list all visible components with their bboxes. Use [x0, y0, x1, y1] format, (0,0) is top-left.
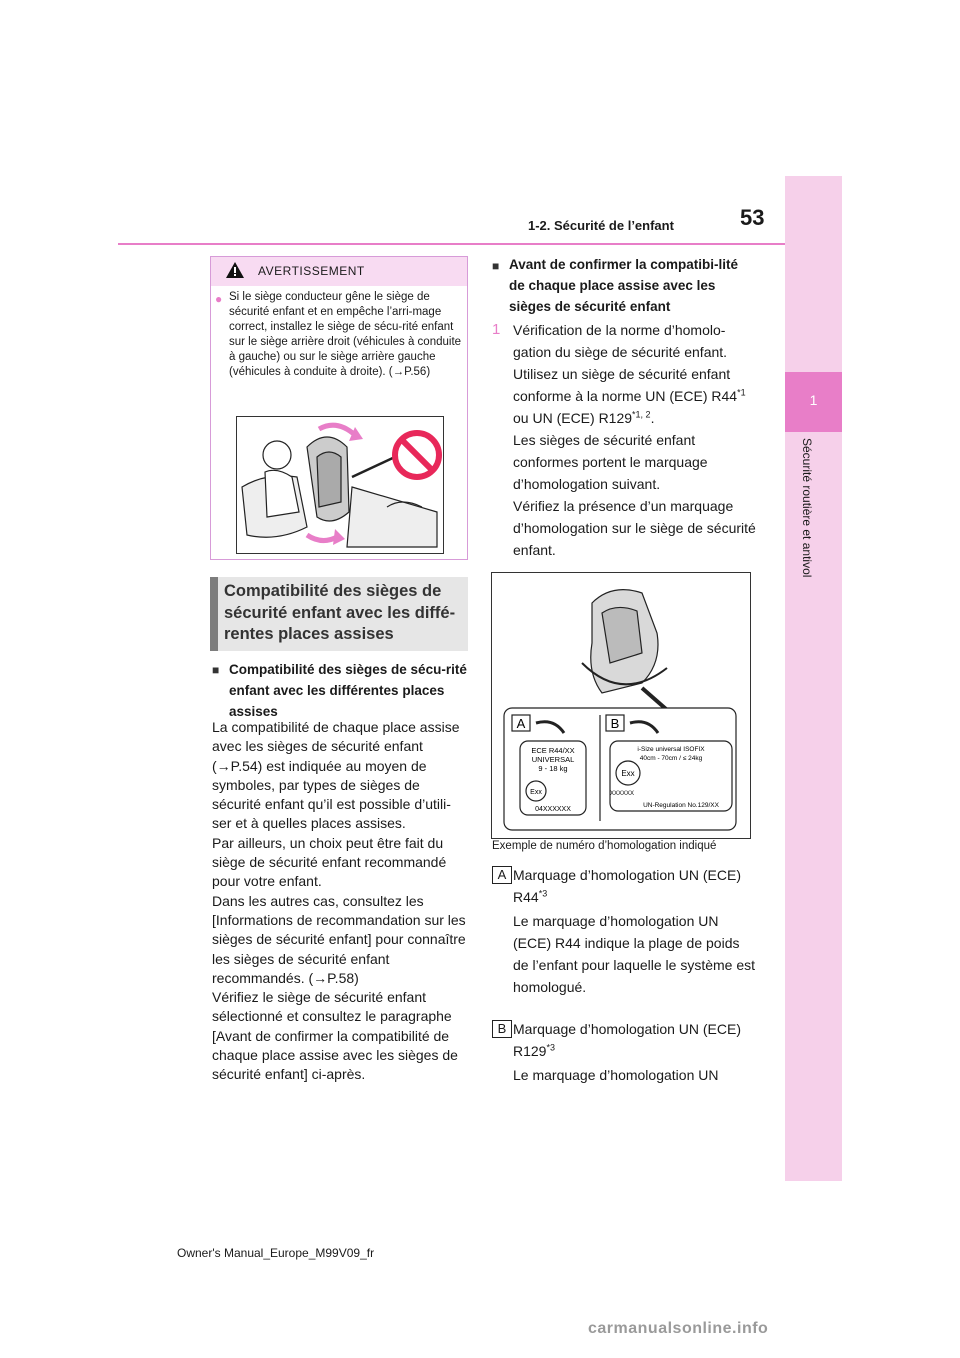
step-line: Vérification de la norme d’homolo-gation du siège de sécurité enfant. — [513, 322, 728, 360]
approval-mark-illustration — [491, 572, 751, 839]
ece-a-line1: ECE R44/XX — [531, 746, 575, 755]
section-heading-bar — [210, 577, 218, 651]
step-line: Les sièges de sécurité enfant conformes portent le marquage d’homologation suivant. — [513, 432, 708, 492]
square-bullet-icon: ■ — [492, 259, 500, 273]
mark-b-text — [513, 1018, 758, 1087]
step-text — [513, 319, 763, 561]
driver-seat-illustration — [236, 416, 444, 554]
figure-label-a: A — [516, 716, 526, 731]
mark-a-text — [513, 864, 758, 999]
mark-a-title: Marquage d’homologation UN (ECE) R44$^{*3}$ — [513, 867, 741, 905]
step-line: Utilisez un siège de sécurité enfant conforme à la norme UN (ECE) R44$^{*1}$ ou UN (ECE) R129$^{*1, 2}$. — [513, 366, 746, 426]
chapter-title-text: Sécurité routière et antivol — [800, 438, 814, 578]
chapter-side-tab — [785, 176, 842, 1181]
subheading-compatibility: Compatibilité des sièges de sécu-rité enfant avec les différentes places assises — [229, 662, 467, 719]
ece-a-code: 04XXXXXX — [535, 806, 571, 813]
column1-body — [212, 718, 467, 1085]
warning-title: AVERTISSEMENT — [258, 264, 365, 278]
label-b: B — [492, 1020, 512, 1038]
footer-doc-id: Owner's Manual_Europe_M99V09_fr — [177, 1246, 375, 1260]
section-title: 1-2. Sécurité de l’enfant — [528, 218, 674, 233]
watermark: carmanualsonline.info — [588, 1320, 769, 1337]
paragraph: La compatibilité de chaque place assise avec les sièges de sécurité enfant (→P.54) est indiquée au moyen de symboles, par types de sièges de sécurité enfant qu’il est possible d’utili-ser et à quelles places assises. — [212, 719, 460, 832]
square-bullet-icon: ■ — [212, 663, 220, 677]
ece-a-line3: 9 - 18 kg — [538, 764, 568, 773]
paragraph: Vérifiez le siège de sécurité enfant sélectionné et consultez le paragraphe [Avant de confirmer la compatibilité de chaque place assise avec les sièges de sécurité enfant] ci-après. — [212, 989, 458, 1083]
step-number: 1 — [492, 321, 501, 338]
ece-b-line1: i-Size universal ISOFIX — [637, 746, 705, 753]
ece-b-emark: Exx — [621, 769, 635, 778]
page-number: 53 — [740, 205, 765, 230]
chapter-title — [800, 438, 820, 678]
section-heading: Compatibilité des sièges de sécurité enfant avec les diffé-rentes places assises — [224, 582, 456, 643]
paragraph: Dans les autres cas, consultez les [Informations de recommandation sur les sièges de sécurité enfant] pour connaître les sièges de sécurité enfant recommandés. (→P.58) — [212, 892, 466, 986]
ece-a-line2: UNIVERSAL — [531, 755, 575, 764]
header-rule — [118, 243, 785, 245]
figure-caption: Exemple de numéro d’homologation indiqué — [492, 840, 717, 852]
figure-label-b: B — [610, 716, 620, 731]
paragraph: Par ailleurs, un choix peut être fait du siège de sécurité enfant recommandé pour votre enfant. — [212, 834, 447, 890]
warning-text: Si le siège conducteur gêne le siège de sécurité enfant et en empêche l’arri-mage correct, installez le siège de sécu-rité enfant sur le siège arrière droit (véhicules à conduite à gauche) ou sur le siège arrière gauche (véhicules à conduite à droite). (→P.56) — [229, 291, 462, 378]
mark-b-title: Marquage d’homologation UN (ECE) R129$^{*3}$ — [513, 1021, 741, 1059]
subheading-before-confirming: Avant de confirmer la compatibi-lité de chaque place assise avec les sièges de sécurité enfant — [509, 257, 739, 314]
warning-triangle-icon — [226, 262, 244, 278]
bullet-icon: ● — [215, 292, 223, 306]
label-a: A — [492, 866, 512, 884]
mark-a-desc: Le marquage d’homologation UN (ECE) R44 indique la plage de poids de l’enfant pour laquelle le système est homologué. — [513, 912, 756, 995]
step-line: Vérifiez la présence d’un marquage d’homologation sur le siège de sécurité enfant. — [513, 498, 756, 558]
ece-a-emark: Exx — [530, 789, 542, 796]
ece-b-reg: UN-Regulation No.129/XX — [643, 802, 719, 809]
chapter-number: 1 — [809, 392, 818, 408]
mark-b-desc: Le marquage d’homologation UN — [513, 1066, 719, 1083]
ece-b-code: XXXXXX — [609, 791, 635, 797]
ece-b-line2: 40cm - 70cm / ≤ 24kg — [639, 755, 703, 762]
